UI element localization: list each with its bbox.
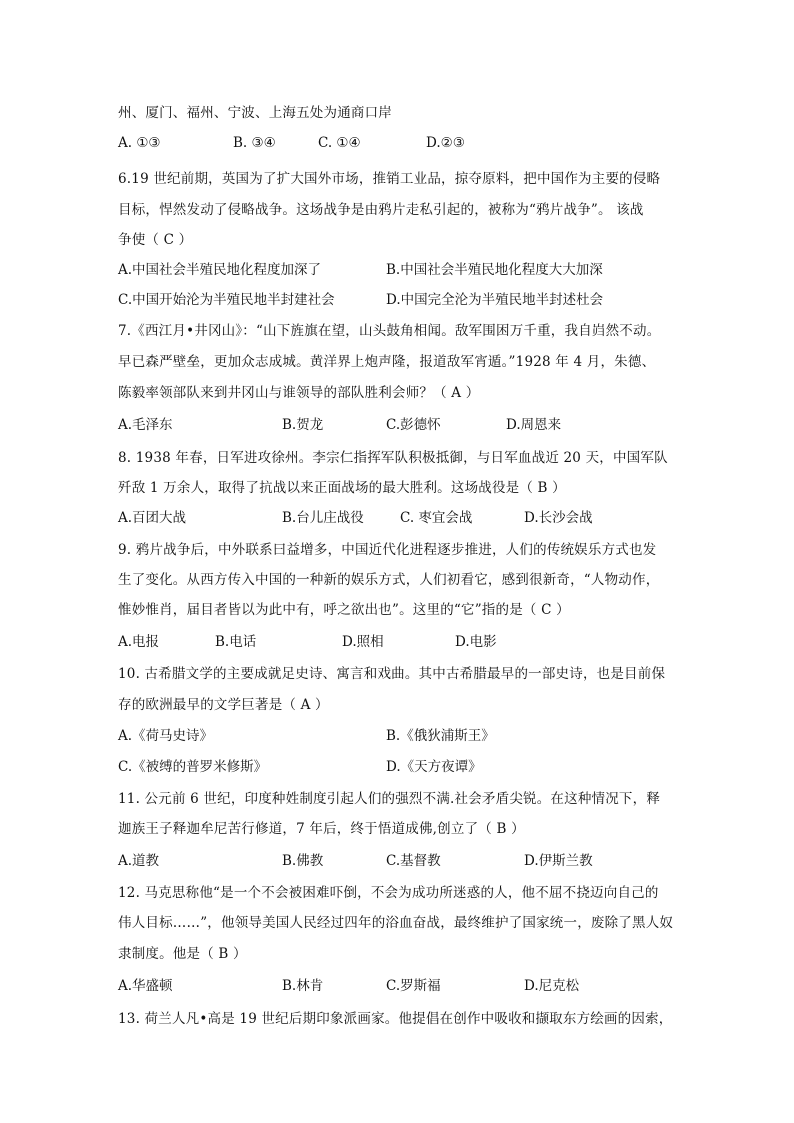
option-d: D.周恩来 (506, 417, 562, 433)
question-text: 12. 马克思称他“是一个不会被困难吓倒，不会为成功所迷惑的人，他不屈不挠迈向自己的 (118, 885, 659, 901)
option-b: B.林肯 (282, 978, 324, 994)
question-text: 目标，悍然发动了侵略战争。这场战争是由鸦片走私引起的，被称为“鸦片战争”。 该战 (118, 202, 644, 218)
option-b: B.贺龙 (282, 417, 324, 433)
intro-line: 州、厦门、福州、宁波、上海五处为通商口岸 (118, 105, 392, 121)
option-d: D.中国完全沦为半殖民地半封述杜会 (386, 292, 604, 308)
option-c: C. ①④ (318, 135, 361, 151)
option-c: C.中国开始沦为半殖民地半封建社会 (118, 292, 335, 308)
question-text: 7.《西江月•井冈山》：“山下旌旗在望，山头鼓角相闻。敌军围困万千重，我自岿然不动。 (118, 323, 661, 339)
option-b: B.佛教 (282, 853, 324, 869)
option-a: A.《荷马史诗》 (118, 728, 214, 744)
question-text: 8. 1938 年春，日军进攻徐州。李宗仁指挥军队积极抵御，与日军血战近 20 天，中国军队 (118, 450, 668, 466)
question-text: 争使（ C ） (118, 232, 193, 248)
option-c: C.罗斯福 (386, 978, 441, 994)
question-text: 惟妙惟肖，届目者皆以为此中有，呼之欲出也”。这里的“它”指的是（ C ） (118, 602, 570, 618)
option-b: B.电话 (215, 634, 257, 650)
option-a: A. ①③ (118, 135, 161, 151)
question-text: 11. 公元前 6 世纪，印度种姓制度引起人们的强烈不满.社会矛盾尖锐。在这种情况下，释 (118, 791, 661, 807)
question-text: 存的欧洲最早的文学巨著是（ A ） (118, 697, 329, 713)
question-text: 9. 鸦片战争后，中外联系曰益增多，中国近代化进程逐步推进，人们的传统娱乐方式也发 (118, 542, 657, 558)
question-text: 迦族王子释迦牟尼苦行修道，7 年后，终于悟道成佛,创立了（ B ） (118, 821, 525, 837)
option-c: C. 枣宜会战 (400, 510, 473, 526)
option-a: A.华盛顿 (118, 978, 173, 994)
question-text: 伟人目标……”，他领导美国人民经过四年的浴血奋战，最终维护了国家统一，废除了黑人奴 (118, 915, 674, 931)
option-c: C.基督教 (386, 853, 441, 869)
option-d: D.伊斯兰教 (524, 853, 593, 869)
question-text: 10. 古希腊文学的主要成就足史诗、寓言和戏曲。其中古希腊最早的一部史诗，也是目前保 (118, 666, 666, 682)
option-d: D.尼克松 (524, 978, 580, 994)
option-d: D.长沙会战 (524, 510, 593, 526)
option-b: B.台儿庄战役 (282, 510, 364, 526)
question-text: 歼敌 1 万余人，取得了抗战以来正面战场的最大胜利。这场战役是（ B ） (118, 480, 566, 496)
question-text: 早已森严壁垒，更加众志成城。黄洋界上炮声隆，报道敌军宵遁。”1928 年 4 月，朱德、 (118, 354, 656, 370)
option-a: A.电报 (118, 634, 160, 650)
option-a: A.道教 (118, 853, 160, 869)
question-text: 隶制度。他是（ B ） (118, 946, 247, 962)
option-d: D.②③ (426, 135, 465, 151)
option-b: B.《俄狄浦斯王》 (386, 728, 495, 744)
option-c: D.照相 (342, 634, 384, 650)
question-text: 6.19 世纪前期，英国为了扩大国外市场，推销工业品，掠夺原料，把中国作为主要的侵略 (118, 171, 661, 187)
option-b: B. ③④ (233, 135, 276, 151)
option-d: D.《天方夜谭》 (386, 759, 482, 775)
question-text: 13. 荷兰人凡•高是 19 世纪后期印象派画家。他提倡在创作中吸收和撷取东方绘画的因索， (118, 1011, 673, 1027)
option-b: B.中国社会半殖民地化程度大大加深 (386, 262, 603, 278)
option-a: A.毛泽东 (118, 417, 173, 433)
option-d: D.电影 (455, 634, 497, 650)
option-a: A.百团大战 (118, 510, 187, 526)
option-a: A.中国社会半殖民地化程度加深了 (118, 262, 322, 278)
option-c: C.《被缚的普罗米修斯》 (118, 759, 268, 775)
question-text: 陈毅率领部队来到井冈山与谁领导的部队胜利会师？（ A ） (118, 385, 480, 401)
option-c: C.彭德怀 (386, 417, 441, 433)
question-text: 生了变化。从西方传入中国的一种新的娱乐方式，人们初看它，感到很新奇，“人物动作， (118, 572, 660, 588)
